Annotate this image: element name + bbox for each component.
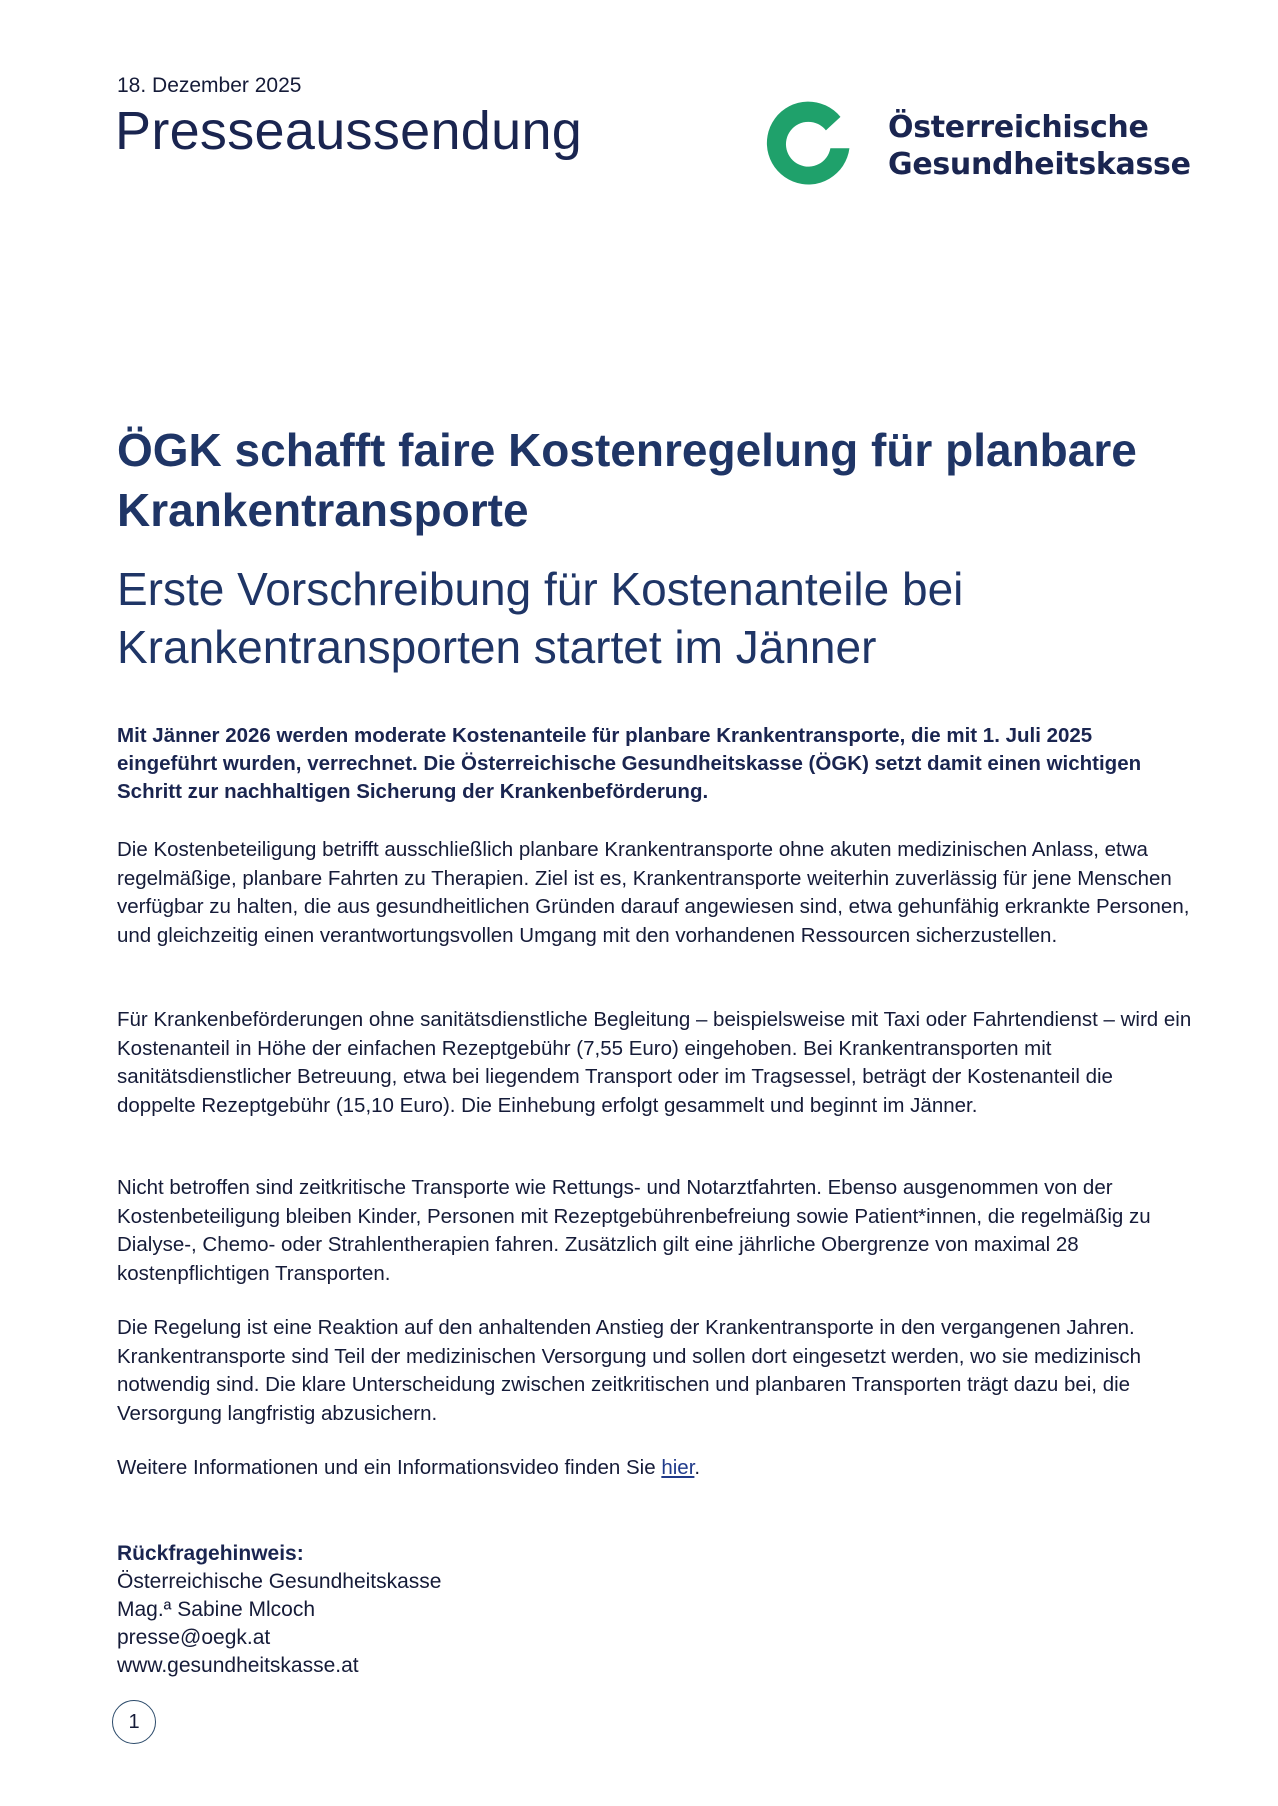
body-paragraph: Nicht betroffen sind zeitkritische Transporte wie Rettungs- und Notarztfahrten. Ebenso ausgenommen von der Kostenbeteiligung bleiben Kinder, Personen mit Rezeptgebührenbefreiung sowie Patient*innen, die regelmäßig zu Dialyse-, Chemo- oder Strahlentherapien fahren. Zusätzlich gilt eine jährliche Obergrenze von maximal 28 kostenpflichtigen Transporten.: [117, 1176, 1151, 1285]
page-number-value: 1: [128, 1710, 140, 1733]
contact-person: Mag.ª Sabine Mlcoch: [117, 1598, 316, 1621]
logo-wordmark: [888, 109, 1191, 183]
oegk-logo: [752, 90, 1191, 202]
contact-label: Rückfragehinweis:: [117, 1542, 304, 1565]
release-date: 18. Dezember 2025: [117, 74, 302, 97]
body-paragraph: Für Krankenbeförderungen ohne sanitätsdienstliche Begleitung – beispielsweise mit Taxi oder Fahrtendienst – wird ein Kostenanteil in Höhe der einfachen Rezeptgebühr (7,55 Euro) eingehoben. Bei Krankentransporten mit sanitätsdienstlicher Betreuung, etwa bei liegendem Transport oder im Tragsessel, beträgt der Kostenanteil die doppelte Rezeptgebühr (15,10 Euro). Die Einhebung erfolgt gesammelt und beginnt im Jänner.: [117, 1008, 1192, 1117]
document-type-title: Presseaussendung: [115, 101, 583, 161]
logo-line-1: Österreichische: [888, 110, 1149, 145]
lead-paragraph: Mit Jänner 2026 werden moderate Kostenanteile für planbare Krankentransporte, die mit 1. Juli 2025 eingeführt wurden, verrechnet. Die Österreichische Gesundheitskasse (ÖGK) setzt damit einen wichtigen Schritt zur nachhaltigen Sicherung der Krankenbeförderung.: [117, 724, 1142, 803]
body-paragraph: Die Kostenbeteiligung betrifft ausschließlich planbare Krankentransporte ohne akuten medizinischen Anlass, etwa regelmäßige, planbare Fahrten zu Therapien. Ziel ist es, Krankentransporte weiterhin zuverlässig für jene Menschen verfügbar zu halten, die aus gesundheitlichen Gründen darauf angewiesen sind, etwa gehunfähig erkrankte Personen, und gleichzeitig einen verantwortungsvollen Umgang mit den vorhandenen Ressourcen sicherzustellen.: [117, 838, 1190, 947]
page-number: [112, 1700, 156, 1744]
logo-line-2: Gesundheitskasse: [888, 147, 1191, 182]
more-info-suffix: .: [694, 1456, 701, 1479]
contact-block: [117, 1540, 442, 1680]
more-info-link[interactable]: hier: [661, 1456, 695, 1479]
more-info-text: Weitere Informationen und ein Informationsvideo finden Sie: [117, 1456, 662, 1479]
contact-website[interactable]: www.gesundheitskasse.at: [117, 1654, 359, 1677]
oegk-g-ring-logo-icon: [752, 90, 864, 202]
contact-email[interactable]: presse@oegk.at: [117, 1626, 271, 1649]
body-paragraph: Die Regelung ist eine Reaktion auf den anhaltenden Anstieg der Krankentransporte in den vergangenen Jahren. Krankentransporte sind Teil der medizinischen Versorgung und sollen dort eingesetzt werden, wo sie medizinisch notwendig sind. Die klare Unterscheidung zwischen zeitkritischen und planbaren Transporten trägt dazu bei, die Versorgung langfristig abzusichern.: [117, 1316, 1142, 1425]
contact-organization: Österreichische Gesundheitskasse: [117, 1570, 442, 1593]
headline: ÖGK schafft faire Kostenregelung für planbare Krankentransporte: [117, 424, 1137, 536]
more-info-paragraph: [117, 1454, 1197, 1483]
subheadline: Erste Vorschreibung für Kostenanteile bei Krankentransporten startet im Jänner: [117, 563, 964, 673]
